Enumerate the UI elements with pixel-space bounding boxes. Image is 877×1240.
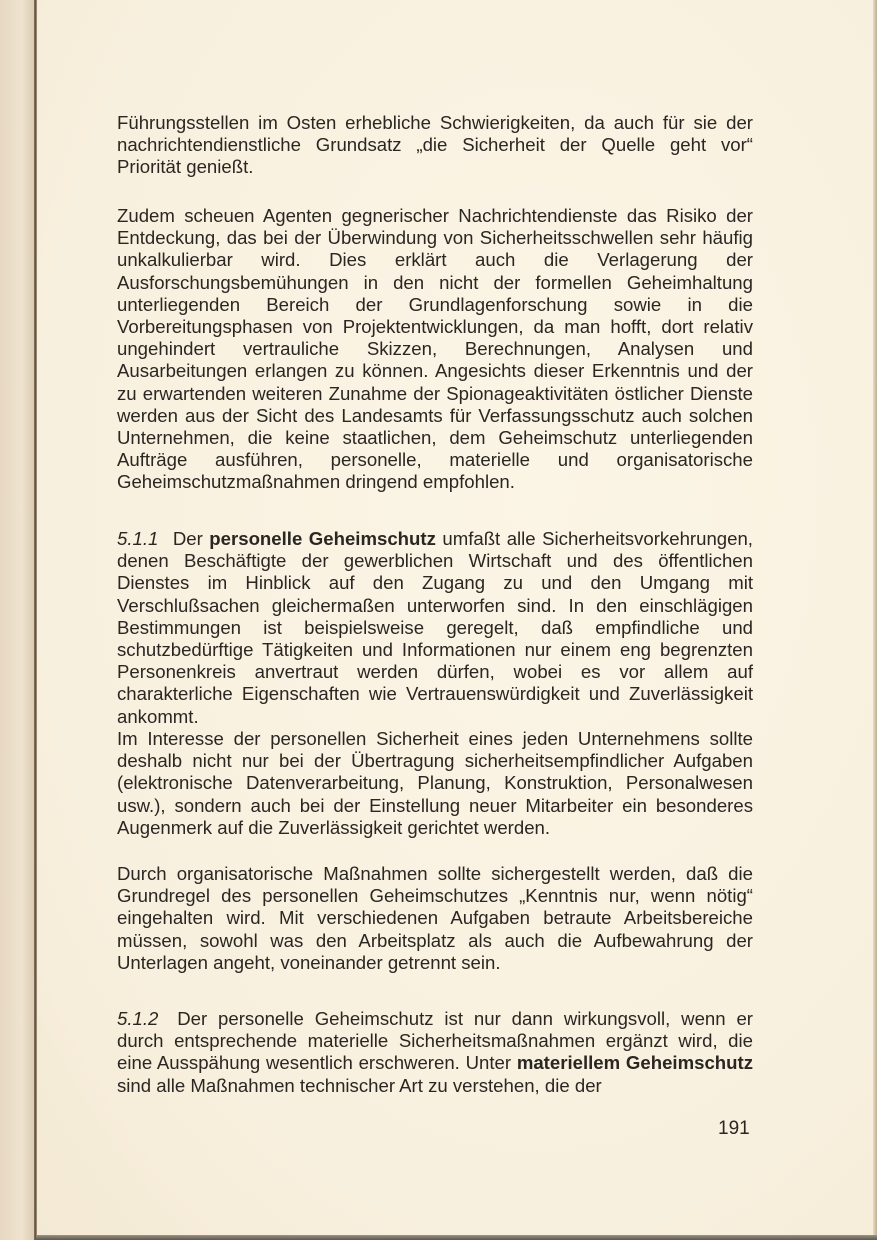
paragraph-text: sind alle Maßnahmen technischer Art zu verstehen, die der <box>117 1074 602 1096</box>
paragraph-text: Der personelle Geheimschutz ist nur dann wirkungsvoll, wenn er durch entsprechende materielle Sicherheitsmaßnahmen ergänzt wird, die eine Ausspähung wesentlich erschweren. Unter <box>117 1008 753 1074</box>
paragraph-agents <box>117 205 753 494</box>
paragraph-text: umfaßt alle Sicherheitsvorkehrungen, denen Beschäftigte der gewerblichen Wirtschaft und des öffentlichen Dienstes im Hinblick auf den Zugang zu und den Umgang mit Verschlußsachen gleichermaßen unterworfen sind. In den einschlägigen Bestimmungen ist beispielsweise geregelt, daß empfindliche und schutzbedürftige Tätigkeiten und Informationen nur einem eng begrenzten Personenkreis anvertraut werden dürfen, wobei es vor allem auf charakterliche Eigenschaften wie Vertrauenswürdigkeit und Zuverlässigkeit ankommt. <box>117 528 753 727</box>
page-bottom-edge <box>36 1235 877 1240</box>
section-lead: Der <box>172 528 203 549</box>
page-edge <box>873 0 877 1240</box>
section-number: 5.1.1 <box>117 528 159 549</box>
bold-term: personelle Geheimschutz <box>209 528 436 549</box>
paragraph-text: Zudem scheuen Agenten gegnerischer Nachrichtendienste das Risiko der Entdeckung, das bei der Überwindung von Sicherheitsschwellen sehr häufig unkalkulierbar wird. Dies erklärt auch die Verlagerung der Ausforschungsbemühungen in den nicht der formellen Geheimhaltung unterliegenden Bereich der Grundlagenforschung sowie in die Vorbereitungsphasen von Projektentwicklungen, da man hofft, dort relativ ungehindert vertrauliche Skizzen, Berechnungen, Analysen und Ausarbeitungen erlangen zu können. Angesichts dieser Erkenntnis und der zu erwartenden weiteren Zunahme der Spionageaktivitäten östlicher Dienste werden aus der Sicht des Landesamts für Verfassungsschutz auch solchen Unternehmen, die keine staatlichen, dem Geheimschutz unterliegenden Aufträge ausführen, personelle, materielle und organisatorische Geheimschutzmaßnahmen dringend empfohlen. <box>117 205 753 493</box>
paragraph-text: Führungsstellen im Osten erhebliche Schwierigkeiten, da auch für sie der nachrichtendienstliche Grundsatz „die Sicherheit der Quelle geht vor“ Priorität genießt. <box>117 112 753 178</box>
book-gutter <box>0 0 36 1240</box>
section-5-1-2 <box>117 1008 753 1097</box>
section-number: 5.1.2 <box>117 1008 159 1029</box>
bold-term: materiellem Geheimschutz <box>516 1052 754 1074</box>
paragraph-personnel-security <box>117 728 753 839</box>
paragraph-organisational <box>117 863 753 974</box>
paragraph-text: Durch organisatorische Maßnahmen sollte sichergestellt werden, daß die Grundregel des personellen Geheimschutzes „Kenntnis nur, wenn nötig“ eingehalten wird. Mit verschiedenen Aufgaben betraute Arbeitsbereiche müssen, sowohl was den Arbeitsplatz als auch die Aufbewahrung der Unterlagen angeht, voneinander getrennt sein. <box>117 863 753 973</box>
page-number: 191 <box>718 1118 750 1139</box>
paragraph-text: Im Interesse der personellen Sicherheit eines jeden Unternehmens sollte deshalb nicht nur bei der Übertragung sicherheitsempfindlicher Aufgaben (elektronische Datenverarbeitung, Planung, Konstruktion, Personalwesen usw.), sondern auch bei der Einstellung neuer Mitarbeiter ein besonderes Augenmerk auf die Zuverlässigkeit gerichtet werden. <box>117 728 753 838</box>
section-5-1-1 <box>117 528 753 728</box>
paragraph-continuation <box>117 112 753 179</box>
